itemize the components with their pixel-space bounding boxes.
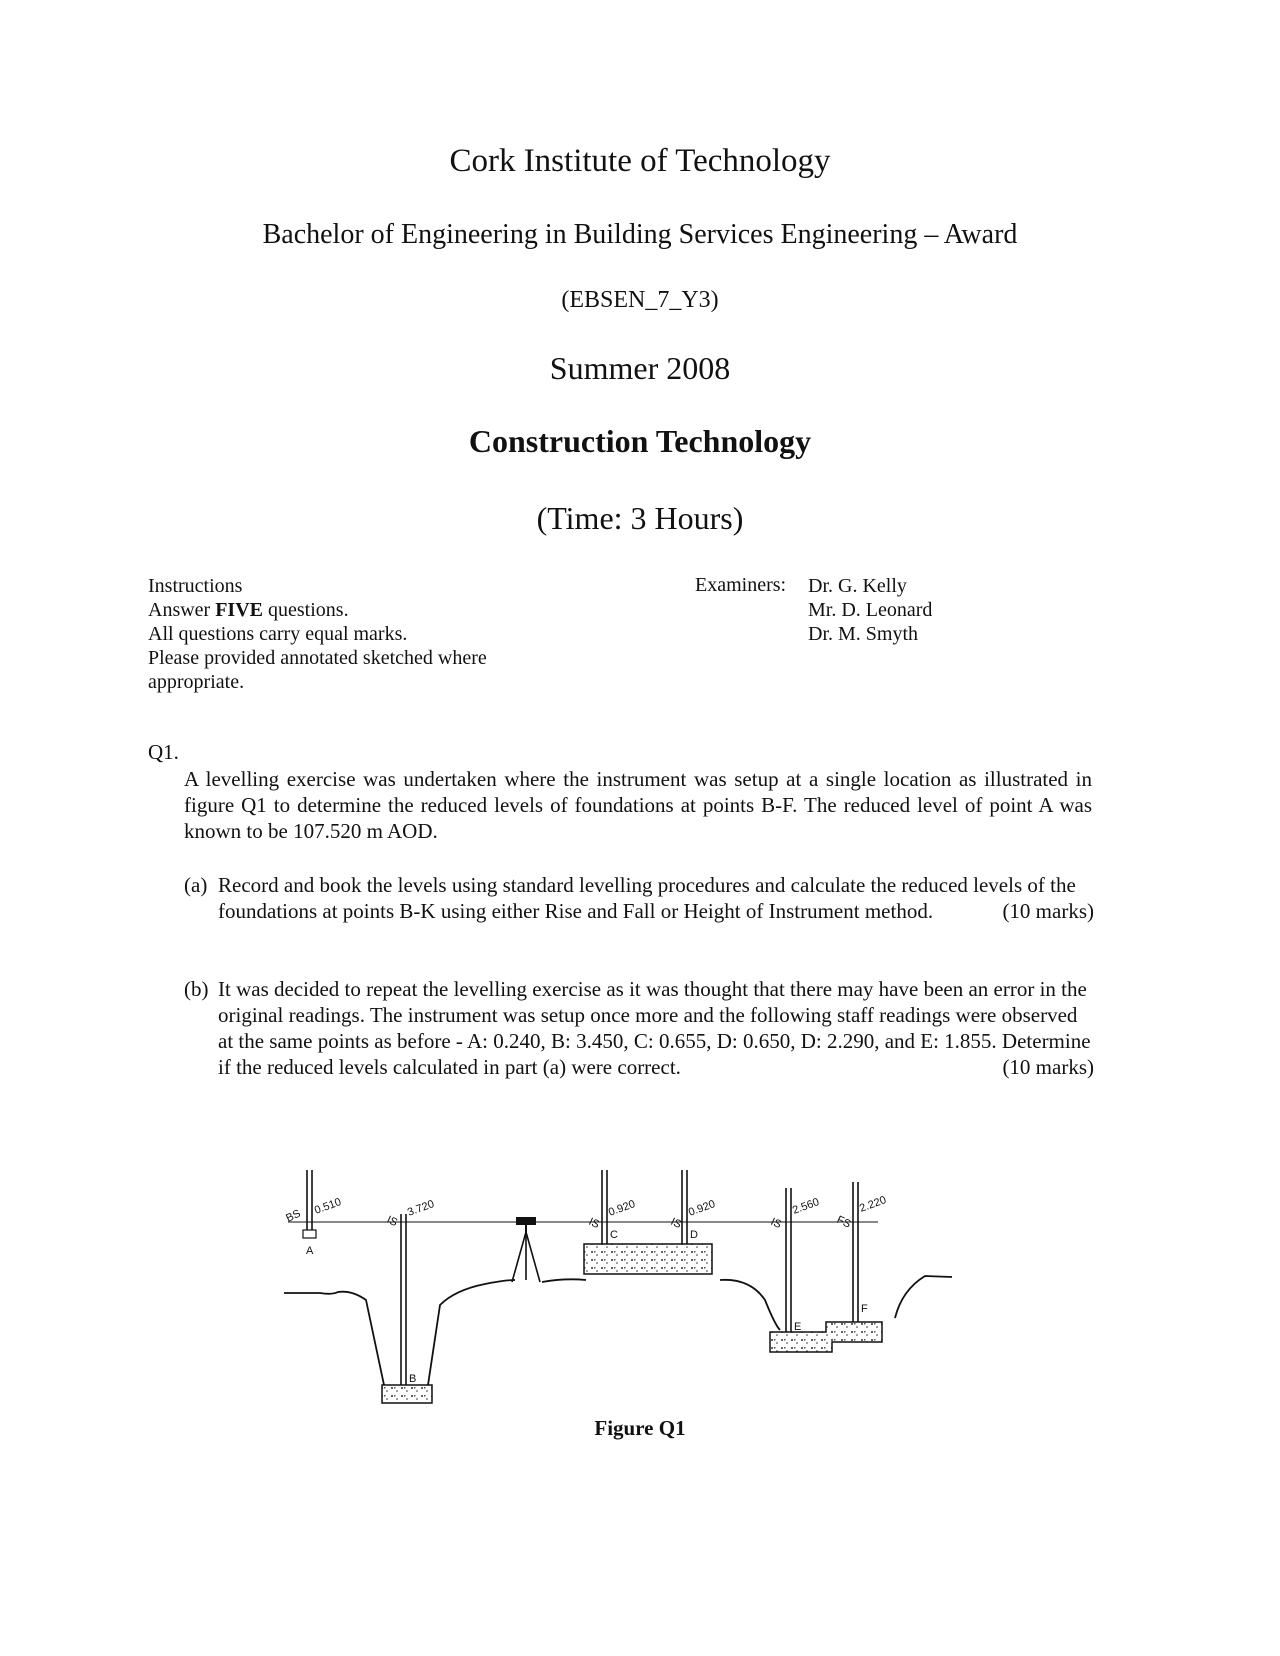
part-text: It was decided to repeat the levelling exercise as it was thought that there may have been an error in the original readings. The instrument was setup once more and the following staff readings were observed at the same points as before - A: 0.240, B: 3.450, C: 0.655, D: 0.650, D: 2.290, and E: 1.855. Determine if the reduced levels calculated in part (a) were correct. (218, 977, 1091, 1079)
examiners-label: Examiners: (695, 574, 787, 596)
instruction-line-4: appropriate. (148, 671, 245, 693)
benchmark-a (303, 1230, 316, 1238)
examiner-name: Dr. G. Kelly (808, 575, 907, 597)
question-number: Q1. (148, 740, 179, 764)
levelling-diagram (280, 1170, 1000, 1410)
part-marks: (10 marks) (1002, 899, 1094, 923)
point-label: C (610, 1229, 618, 1241)
staff-reading: 0.920 (686, 1198, 717, 1219)
staff-reading: 2.560 (790, 1196, 821, 1217)
question-part-b (184, 976, 1094, 1080)
exam-session: Summer 2008 (549, 350, 731, 386)
examiners-list (808, 574, 932, 646)
programme-title: Bachelor of Engineering in Building Services Engineering – Award (262, 219, 1018, 250)
sight-label: IS (586, 1215, 602, 1232)
part-label: (a) (184, 873, 208, 897)
part-text: Record and book the levels using standard levelling procedures and calculate the reduced levels of the foundations at points B-K using either Rise and Fall or Height of Instrument method. (218, 873, 1076, 923)
point-label: F (861, 1303, 868, 1315)
instruction-line-1 (148, 598, 487, 622)
level-instrument (512, 1217, 540, 1282)
sight-label: IS (668, 1215, 684, 1232)
foundation-b (382, 1385, 432, 1403)
programme-code: (EBSEN_7_Y3) (561, 287, 719, 313)
staff-reading: 0.920 (606, 1198, 637, 1219)
question-part-a (184, 872, 1094, 924)
sight-label: IS (768, 1215, 784, 1232)
staff-reading: 0.510 (312, 1196, 343, 1217)
instruction-line-2: All questions carry equal marks. (148, 623, 408, 645)
foundation-cd (584, 1244, 712, 1274)
institution-title: Cork Institute of Technology (449, 143, 831, 179)
part-marks: (10 marks) (1002, 1055, 1094, 1079)
sight-label: FS (834, 1213, 853, 1231)
point-label: A (306, 1245, 314, 1257)
figure-caption: Figure Q1 (594, 1416, 686, 1440)
point-label: B (409, 1373, 417, 1385)
instruction-text: Answer (148, 599, 216, 621)
examiner-name: Dr. M. Smyth (808, 623, 919, 645)
subject-title: Construction Technology (468, 423, 812, 459)
instructions-heading: Instructions (148, 575, 243, 597)
instruction-line-3: Please provided annotated sketched where (148, 647, 487, 669)
instruction-text: questions. (263, 599, 349, 621)
sight-label: IS (384, 1213, 400, 1230)
staff-reading: 2.220 (857, 1194, 888, 1215)
staff-reading: 3.720 (405, 1198, 436, 1219)
sight-label: BS (284, 1207, 303, 1225)
exam-duration: (Time: 3 Hours) (536, 500, 744, 536)
point-label: E (794, 1321, 802, 1333)
part-label: (b) (184, 977, 209, 1001)
point-label: D (690, 1229, 698, 1241)
question-intro: A levelling exercise was undertaken where the instrument was setup at a single location as illustrated in figure Q1 to determine the reduced levels of foundations at points B-F. The reduced level of point A was known to be 107.520 m AOD. (184, 767, 1092, 843)
instruction-emphasis: FIVE (215, 599, 264, 621)
examiner-name: Mr. D. Leonard (808, 599, 933, 621)
instructions-block (148, 574, 487, 694)
